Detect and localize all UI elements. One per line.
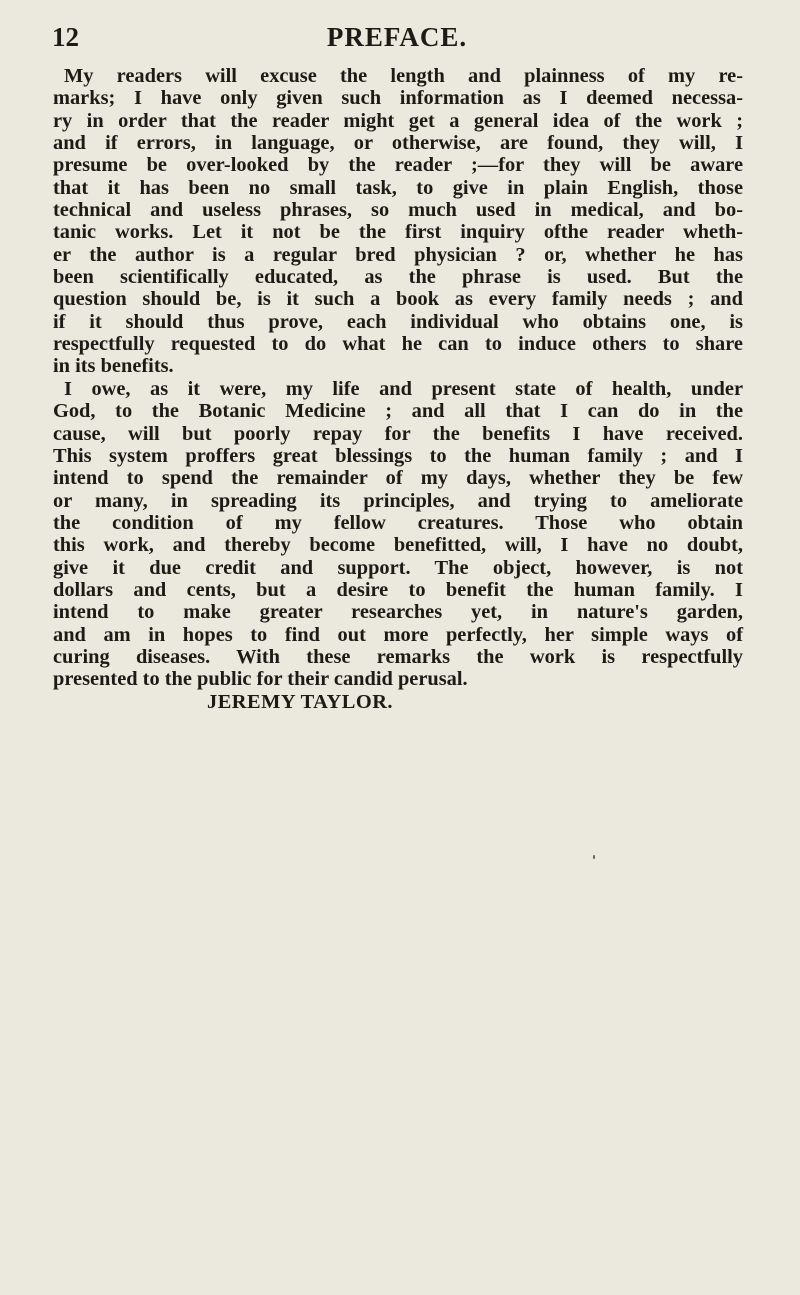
running-head: [52, 22, 742, 62]
text-line: curing diseases. With these remarks the work is respectfully: [53, 645, 743, 668]
text-line: that it has been no small task, to give in plain English, those: [53, 176, 743, 199]
text-line: if it should thus prove, each individual who obtains one, is: [53, 310, 743, 333]
text-line: God, to the Botanic Medicine ; and all that I can do in the: [53, 400, 743, 423]
author-signature: JEREMY TAYLOR.: [207, 690, 394, 713]
text-line: ry in order that the reader might get a general idea of the work ;: [53, 109, 743, 132]
text-line: or many, in spreading its principles, and trying to ameliorate: [53, 489, 743, 512]
text-line: dollars and cents, but a desire to benefit the human family. I: [53, 578, 743, 601]
ink-speck: [593, 855, 595, 859]
text-line: intend to make greater researches yet, in nature's garden,: [53, 601, 743, 624]
text-line: respectfully requested to do what he can to induce others to share: [53, 333, 743, 356]
text-line: er the author is a regular bred physician ? or, whether he has: [53, 243, 743, 266]
page-number: 12: [52, 22, 79, 52]
text-line: tanic works. Let it not be the first inquiry ofthe reader wheth-: [53, 221, 743, 244]
text-line: and if errors, in language, or otherwise, are found, they will, I: [53, 132, 743, 155]
text-line: cause, will but poorly repay for the benefits I have received.: [53, 422, 743, 445]
text-line: and am in hopes to find out more perfectly, her simple ways of: [53, 623, 743, 646]
text-line: in its benefits.: [53, 355, 174, 378]
text-line: this work, and thereby become benefitted, will, I have no doubt,: [53, 534, 743, 557]
preface-body: [53, 65, 743, 713]
page-title: PREFACE.: [326, 22, 468, 52]
text-line: the condition of my fellow creatures. Those who obtain: [53, 511, 743, 534]
text-line: marks; I have only given such information as I deemed necessa-: [53, 87, 743, 110]
text-line: technical and useless phrases, so much used in medical, and bo-: [53, 199, 743, 222]
text-line: This system proffers great blessings to the human family ; and I: [53, 444, 743, 467]
text-line: presume be over-looked by the reader ;—for they will be aware: [53, 154, 743, 177]
text-line: been scientifically educated, as the phrase is used. But the: [53, 266, 743, 289]
text-line: question should be, is it such a book as every family needs ; and: [53, 288, 743, 311]
text-line: My readers will excuse the length and plainness of my re-: [64, 65, 743, 87]
text-line: give it due credit and support. The object, however, is not: [53, 556, 743, 579]
text-line: presented to the public for their candid perusal.: [53, 668, 468, 691]
text-line: intend to spend the remainder of my days, whether they be few: [53, 467, 743, 490]
text-line: I owe, as it were, my life and present state of health, under: [64, 377, 743, 400]
